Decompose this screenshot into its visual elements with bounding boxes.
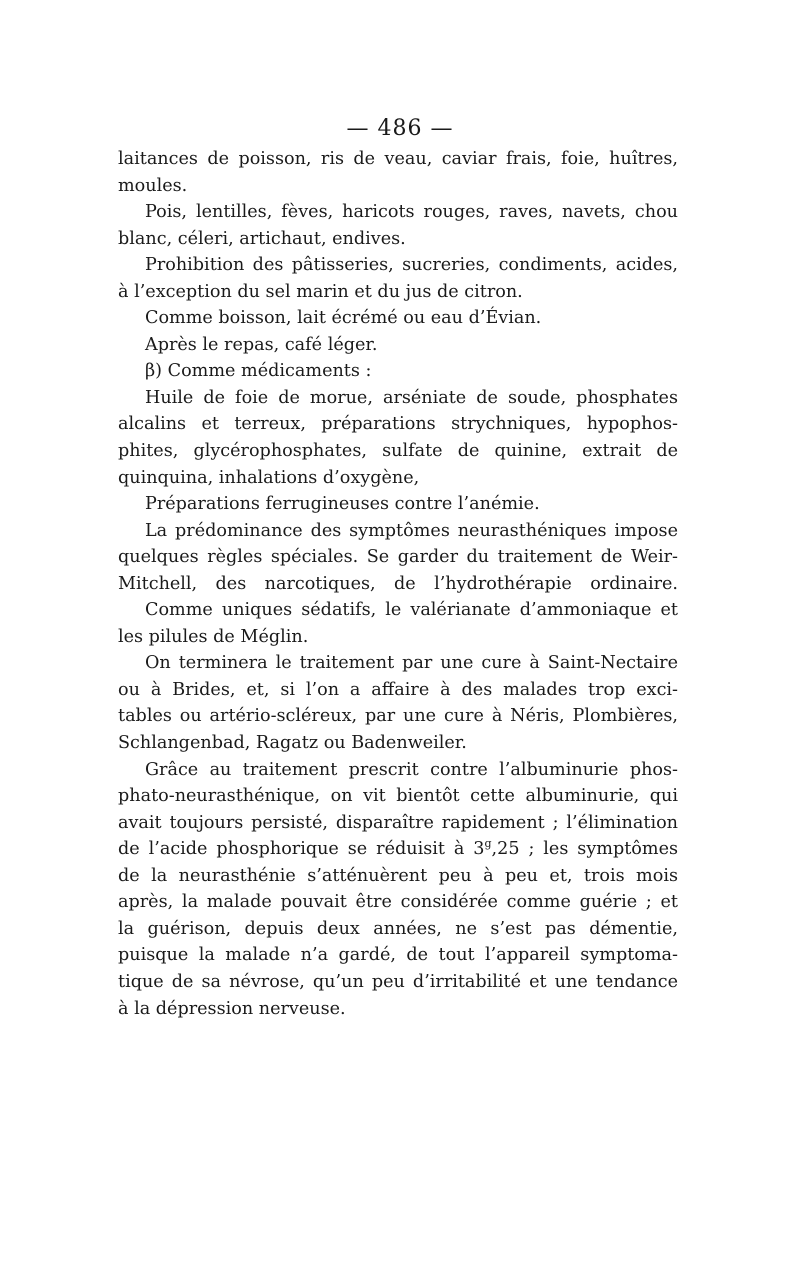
- text-line: Pois, lentilles, fèves, haricots rouges, raves, navets, chou: [145, 202, 678, 223]
- text-line: à l’exception du sel marin et du jus de citron.: [118, 281, 523, 302]
- text-line: à la dépression nerveuse.: [118, 998, 346, 1019]
- text-line: Schlangenbad, Ragatz ou Badenweiler.: [118, 733, 467, 754]
- text-line: Huile de foie de morue, arséniate de soude, phosphates: [145, 387, 678, 408]
- text-line: après, la malade pouvait être considérée comme guérie ; et: [118, 892, 678, 913]
- page-number: — 486 —: [346, 116, 454, 141]
- text-line: puisque la malade n’a gardé, de tout l’appareil symptoma-: [118, 945, 678, 966]
- gram-superscript: g: [484, 837, 492, 851]
- text-line: tique de sa névrose, qu’un peu d’irritabilité et une tendance: [118, 971, 678, 992]
- text-line: On terminera le traitement par une cure à Saint-Nectaire: [145, 653, 678, 674]
- text-line: Mitchell, des narcotiques, de l’hydrothérapie ordinaire.: [118, 573, 678, 594]
- text-line: laitances de poisson, ris de veau, caviar frais, foie, huîtres,: [118, 149, 678, 169]
- text-line: Comme boisson, lait écrémé ou eau d’Évian.: [145, 308, 542, 329]
- text-line: phites, glycérophosphates, sulfate de quinine, extrait de: [118, 441, 678, 462]
- text-line: de la neurasthénie s’atténuèrent peu à peu et, trois mois: [118, 865, 678, 886]
- text-line: Après le repas, café léger.: [145, 334, 378, 355]
- text-line: la guérison, depuis deux années, ne s’est pas démentie,: [118, 918, 678, 939]
- text-line: les pilules de Méglin.: [118, 626, 309, 647]
- text-line: moules.: [118, 175, 188, 196]
- text-line: Grâce au traitement prescrit contre l’albuminurie phos-: [145, 759, 678, 780]
- text-line: ou à Brides, et, si l’on a affaire à des malades trop exci-: [118, 679, 678, 700]
- text-line: β) Comme médicaments :: [145, 361, 372, 382]
- text-line: alcalins et terreux, préparations strychniques, hypophos-: [118, 414, 678, 435]
- text-line: quinquina, inhalations d’oxygène,: [118, 467, 420, 488]
- text-line: tables ou artério-scléreux, par une cure à Néris, Plombières,: [118, 706, 678, 727]
- body-text: [118, 146, 678, 1022]
- text-line: blanc, céleri, artichaut, endives.: [118, 228, 406, 249]
- text-line: La prédominance des symptômes neurasthéniques impose: [145, 520, 678, 541]
- text-line: phato-neurasthénique, on vit bientôt cette albuminurie, qui: [118, 786, 678, 807]
- text-line: avait toujours persisté, disparaître rapidement ; l’élimination: [118, 812, 678, 833]
- text-line: de l’acide phosphorique se réduisit à 3$^g$,25 ; les symptômes: [118, 837, 679, 860]
- text-line: Préparations ferrugineuses contre l’anémie.: [145, 494, 540, 515]
- text-line: quelques règles spéciales. Se garder du traitement de Weir-: [118, 547, 678, 568]
- text-line: Prohibition des pâtisseries, sucreries, condiments, acides,: [145, 255, 678, 276]
- text-line: Comme uniques sédatifs, le valérianate d’ammoniaque et: [145, 600, 678, 621]
